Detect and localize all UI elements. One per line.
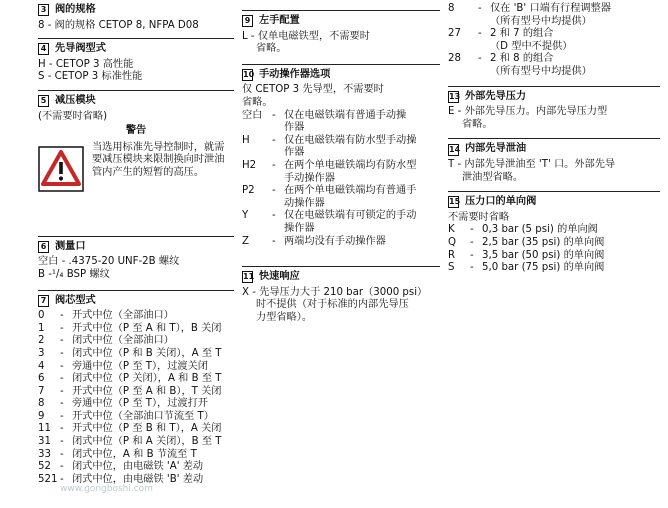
section-number: 15 [449, 197, 461, 207]
section-title: 压力口的单向阀 [465, 196, 537, 208]
section-number: 10 [243, 70, 255, 80]
text-line: 空白 - .4375-20 UNF-2B 螺纹 [38, 256, 180, 268]
item-text: 旁通中位（P 至 T），过渡关闭 [72, 360, 208, 372]
text-line: 不需要时省略 [448, 211, 510, 223]
spool-item [38, 411, 234, 424]
override-list [242, 110, 440, 249]
item-dash: - [60, 360, 64, 372]
divider [242, 64, 440, 65]
divider [38, 290, 234, 291]
item-key [242, 122, 272, 135]
spool-item [38, 423, 234, 436]
item-text: （所有型号中均提供） [490, 65, 592, 77]
divider [448, 191, 660, 192]
text-line: H - CETOP 3 高性能 [38, 58, 134, 70]
item-key: 空白 [242, 109, 263, 121]
item-dash [272, 173, 284, 186]
item-dash [272, 147, 284, 160]
item-text: 2 和 7 的组合 [490, 28, 554, 40]
section-number: 5 [38, 95, 49, 107]
item-dash: - [60, 335, 64, 347]
item-text: 闭式中位，由电磁铁 'B' 差动 [72, 473, 204, 485]
item-text: 开式中位（P 至 A 和 B），T 关闭 [72, 385, 222, 397]
section-number: 13 [449, 91, 461, 101]
spool-item [38, 348, 234, 361]
item-dash: - [60, 398, 64, 410]
section-title: 测量口 [55, 240, 86, 252]
override-item [242, 110, 440, 135]
text-line: B -¹/₄ BSP 螺纹 [38, 268, 110, 280]
item-key [448, 66, 478, 79]
item-key [448, 16, 478, 29]
item-text: 开式中位（全部油口） [72, 310, 174, 322]
item-text: 手动操作器 [284, 172, 335, 184]
item-key: 4 [38, 360, 45, 372]
section-number: 4 [38, 43, 49, 55]
item-text: 仅在电磁铁端有防水型手动操 [284, 134, 417, 146]
item-key: 8 [448, 3, 455, 14]
column-middle [242, 0, 440, 324]
item-key: Q [448, 236, 457, 248]
item-key: P2 [242, 185, 255, 197]
item-text: 0,3 bar (5 psi) 的单向阀 [482, 224, 598, 236]
section-title: 阀的规格 [55, 4, 96, 15]
item-text: 旁通中位（P 至 T），过渡打开 [72, 398, 208, 410]
item-key: 521 [38, 473, 58, 485]
item-key [242, 173, 272, 186]
item-dash [272, 122, 284, 135]
item-text: 3,5 bar (50 psi) 的单向阀 [482, 249, 605, 261]
section-number: 3 [38, 4, 49, 16]
text-line: 泄油型省略。 [462, 171, 524, 183]
check-valve-item [448, 250, 660, 263]
item-dash: - [272, 185, 276, 197]
section-external-pilot [448, 91, 660, 132]
item-dash: - [478, 53, 482, 65]
check-valve-list [448, 224, 660, 274]
warning-triangle-icon [38, 146, 84, 192]
divider [448, 138, 660, 139]
override-item [242, 185, 440, 210]
section-title: 先导阀型式 [55, 43, 106, 55]
item-text: 动操作器 [284, 197, 325, 209]
item-key: 0 [38, 310, 45, 322]
section-check-valve [448, 196, 660, 275]
divider [242, 10, 440, 11]
item-text: 操作器 [284, 222, 315, 234]
item-key: 1 [38, 322, 45, 334]
section-number: 6 [38, 241, 49, 253]
section-internal-drain [448, 143, 660, 184]
section-title: 快速响应 [259, 271, 300, 283]
text-line: T - 内部先导泄油至 'T' 口。外部先导 [448, 158, 616, 170]
stroke-item [448, 3, 660, 28]
item-text: 开式中位（P 至 A 和 T），B 关闭 [72, 322, 222, 334]
item-dash: - [478, 28, 482, 40]
item-dash: - [60, 448, 64, 460]
item-dash: - [272, 109, 276, 121]
item-key [448, 41, 478, 54]
text-line: E - 外部先导压力。内部先导压力型 [448, 106, 608, 118]
item-dash: - [272, 235, 276, 247]
item-text: 仅在 'B' 口端有行程调整器 [490, 3, 611, 14]
item-dash: - [60, 373, 64, 385]
divider [242, 266, 440, 267]
item-text: 闭式中位，由电磁铁 'A' 差动 [72, 461, 204, 473]
item-key: H [242, 134, 250, 146]
check-valve-item [448, 224, 660, 237]
item-key: S [448, 262, 455, 274]
item-dash: - [60, 310, 64, 322]
item-dash: - [60, 322, 64, 334]
spool-item [38, 310, 234, 323]
item-text: 5,0 bar (75 psi) 的单向阀 [482, 262, 605, 274]
item-dash: - [60, 461, 64, 473]
column-left [38, 0, 234, 486]
item-text: 开式中位（全部油口节流至 T） [72, 410, 214, 422]
item-dash: - [272, 210, 276, 222]
item-key: 31 [38, 436, 51, 448]
check-valve-item [448, 237, 660, 250]
text-line: S - CETOP 3 标准性能 [38, 71, 143, 83]
item-dash: - [470, 262, 474, 274]
column-right [448, 0, 660, 275]
section-left-hand [242, 15, 440, 56]
check-valve-item [448, 262, 660, 275]
item-key [242, 147, 272, 160]
item-key: 27 [448, 28, 461, 40]
item-key: Z [242, 235, 249, 247]
text-line: 仅 CETOP 3 先导型，不需要时 [242, 84, 384, 96]
section-pressure-reducer [38, 95, 234, 192]
stroke-item [448, 28, 660, 53]
item-text: （所有型号中均提供） [490, 15, 592, 27]
spool-list [38, 310, 234, 486]
item-text: 仅在电磁铁端有可锁定的手动 [284, 210, 417, 222]
item-text: 在两个单电磁铁端均有普通手 [284, 185, 417, 197]
section-fast-response [242, 271, 440, 324]
watermark: www.gongboshi.com [60, 484, 153, 494]
item-text: 闭式中位（P 和 B 关闭），A 至 T [72, 347, 222, 359]
item-key [242, 223, 272, 236]
item-key: 6 [38, 373, 45, 385]
item-key: K [448, 224, 455, 236]
item-text: 作器 [284, 147, 305, 159]
override-item [242, 210, 440, 235]
section-number: 11 [243, 272, 255, 282]
section-title: 减压模块 [55, 94, 96, 106]
text-line: 省略。 [256, 43, 287, 55]
spool-item [38, 386, 234, 399]
item-key: 11 [38, 423, 51, 435]
item-text: 开式中位（P 至 B 和 T），A 关闭 [72, 423, 222, 435]
item-key: 9 [38, 410, 45, 422]
item-key: 2 [38, 335, 45, 347]
item-text: 闭式中位（P 和 A 关闭），B 至 T [72, 436, 222, 448]
text-line: X - 先导压力大于 210 bar（3000 psi） [242, 286, 428, 298]
warning-box [38, 142, 234, 192]
text-line: 省略。 [242, 96, 273, 108]
item-text: 闭式中位（P 关闭），A 和 B 至 T [72, 373, 222, 385]
item-key [242, 198, 272, 211]
item-key: 3 [38, 347, 45, 359]
section-number: 7 [38, 295, 49, 307]
item-text: 2 和 8 的组合 [490, 53, 554, 65]
item-dash: - [60, 385, 64, 397]
item-dash [478, 66, 490, 79]
item-text: 在两个单电磁铁端均有防水型 [284, 159, 417, 171]
item-text: 作器 [284, 122, 305, 134]
section-title: 阀芯型式 [55, 294, 96, 306]
spool-item [38, 461, 234, 474]
stroke-adjuster-list [448, 3, 660, 79]
item-dash: - [470, 236, 474, 248]
item-key: R [448, 249, 456, 261]
item-key: Y [242, 210, 249, 222]
text-line: 省略。 [462, 118, 493, 130]
section-gauge-port [38, 241, 234, 282]
section-title: 内部先导泄油 [465, 143, 527, 155]
text-line: 8 - 阀的规格 CETOP 8, NFPA D08 [38, 19, 199, 31]
warning-text: 当选用标准先导控制时，就需 [92, 141, 225, 153]
override-item [242, 236, 440, 249]
item-dash [478, 16, 490, 29]
item-key: 7 [38, 385, 45, 397]
section-manual-override [242, 69, 440, 248]
item-dash [478, 41, 490, 54]
item-dash: - [60, 473, 64, 485]
text-line: L - 仅单电磁铁型，不需要时 [242, 30, 370, 42]
spool-item [38, 323, 234, 336]
item-dash: - [272, 134, 276, 146]
divider [38, 236, 234, 237]
spool-item [38, 436, 234, 449]
item-key: 28 [448, 53, 461, 65]
item-key: 8 [38, 398, 45, 410]
item-text: （D 型中不提供） [490, 40, 573, 52]
section-pilot-type [38, 43, 234, 84]
stroke-item [448, 53, 660, 78]
item-text: 闭式中位（全部油口） [72, 335, 174, 347]
item-text: 仅在电磁铁端有普通手动操 [284, 109, 407, 121]
section-spool-type [38, 295, 234, 487]
item-dash: - [60, 436, 64, 448]
item-dash: - [60, 347, 64, 359]
item-key: 52 [38, 461, 51, 473]
item-key: 33 [38, 448, 51, 460]
divider [448, 86, 660, 87]
section-title: 手动操作器选项 [259, 68, 331, 80]
item-dash: - [60, 410, 64, 422]
text-line: 时不提供（对于标准的内部先导压 [256, 299, 409, 311]
section-valve-size [38, 4, 234, 32]
item-dash: - [470, 224, 474, 236]
section-title: 左手配置 [259, 15, 300, 26]
spool-item [38, 449, 234, 462]
section-number: 9 [242, 15, 253, 27]
item-key: H2 [242, 159, 257, 171]
item-text: 2,5 bar (35 psi) 的单向阀 [482, 236, 605, 248]
item-dash: - [478, 3, 482, 14]
override-item [242, 135, 440, 160]
divider [38, 38, 234, 39]
text-line: 力型省略）。 [256, 311, 313, 323]
divider [38, 90, 234, 91]
warning-text: 管内产生的短暂的高压。 [92, 166, 205, 178]
item-dash [272, 198, 284, 211]
item-dash: - [60, 423, 64, 435]
item-dash: - [272, 159, 276, 171]
item-dash: - [470, 249, 474, 261]
warning-text: 要减压模块来限制换向时泄油 [92, 154, 225, 166]
spool-item [38, 398, 234, 411]
item-text: 闭式中位，A 和 B 节流至 T [72, 448, 197, 460]
section-number: 14 [449, 144, 461, 154]
section-title: 外部先导压力 [465, 90, 527, 102]
text-line: (不需要时省略) [38, 110, 108, 122]
spool-item [38, 373, 234, 386]
override-item [242, 160, 440, 185]
item-dash [272, 223, 284, 236]
spool-item [38, 361, 234, 374]
spool-item [38, 335, 234, 348]
item-text: 两端均没有手动操作器 [284, 235, 386, 247]
warning-title: 警告 [125, 125, 147, 137]
